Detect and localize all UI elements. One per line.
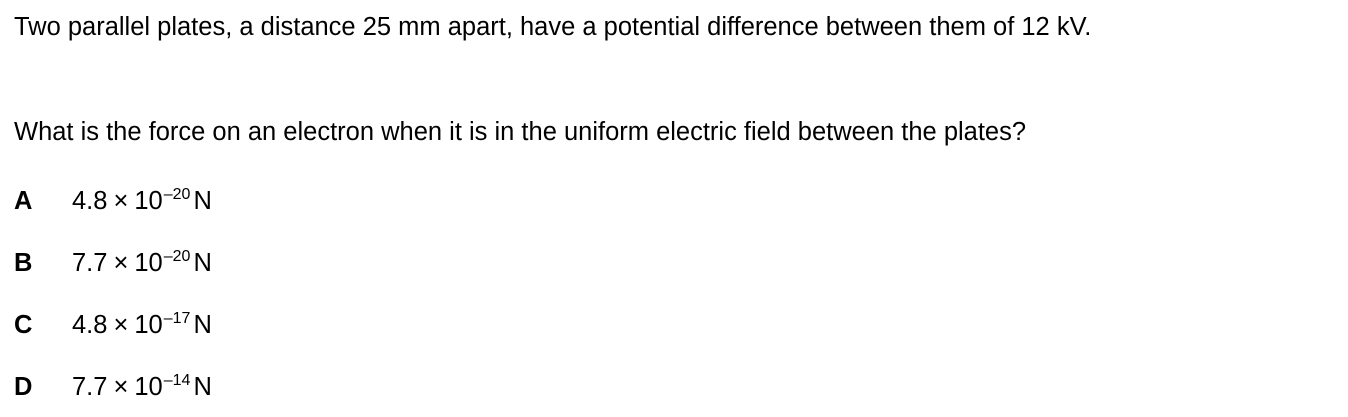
times-sign: × [113, 373, 129, 401]
question-prompt: What is the force on an electron when it is in the uniform electric field between the plates? [14, 118, 1027, 146]
option-letter: A [14, 187, 33, 215]
base: 10 [134, 311, 163, 339]
exponent: –17 [163, 310, 191, 327]
base: 10 [134, 373, 163, 401]
question-stem: Two parallel plates, a distance 25 mm apart, have a potential difference between them of 12 kV. [14, 13, 1092, 41]
option-b[interactable] [14, 245, 212, 282]
exponent: –20 [163, 186, 191, 203]
exponent: –20 [163, 248, 191, 265]
exponent: –14 [163, 372, 191, 389]
times-sign: × [113, 187, 129, 215]
times-sign: × [113, 311, 129, 339]
option-c[interactable] [14, 307, 212, 344]
option-letter: D [14, 373, 33, 401]
mantissa: 7.7 [72, 373, 108, 401]
option-d[interactable] [14, 369, 212, 406]
option-value [72, 369, 212, 406]
option-letter: B [14, 249, 33, 277]
option-value [72, 245, 212, 282]
base: 10 [134, 187, 163, 215]
unit: N [193, 373, 212, 401]
unit: N [193, 311, 212, 339]
base: 10 [134, 249, 163, 277]
unit: N [193, 249, 212, 277]
times-sign: × [113, 249, 129, 277]
mantissa: 4.8 [72, 187, 108, 215]
option-value [72, 307, 212, 344]
option-a[interactable] [14, 183, 212, 220]
option-value [72, 183, 212, 220]
mantissa: 7.7 [72, 249, 108, 277]
unit: N [193, 187, 212, 215]
mantissa: 4.8 [72, 311, 108, 339]
option-letter: C [14, 311, 33, 339]
